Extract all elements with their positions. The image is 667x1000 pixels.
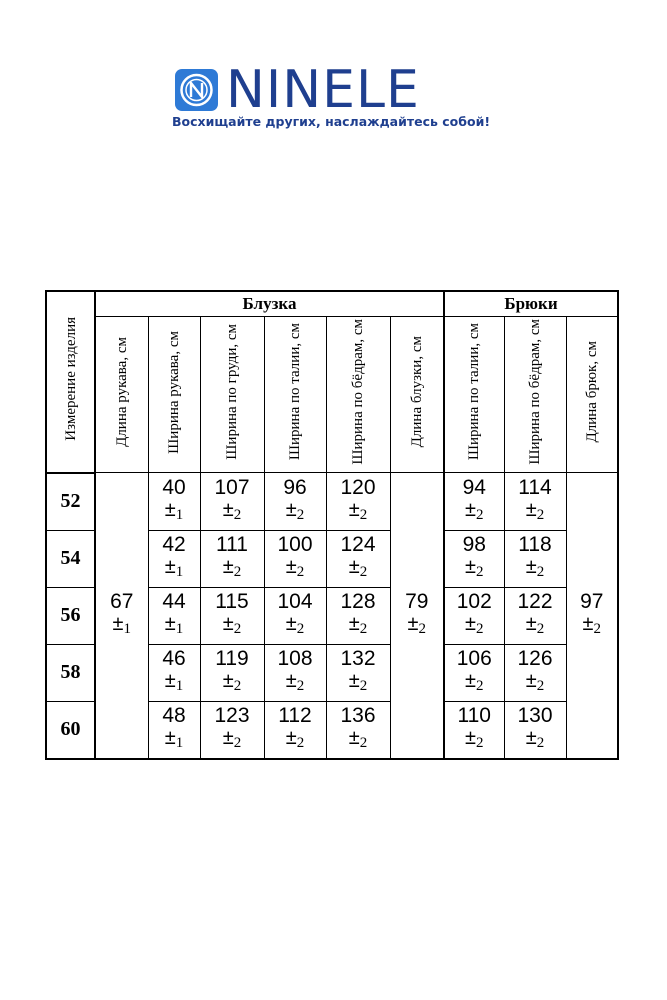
value-cell: 107 $\pm_2$ (200, 473, 264, 531)
value-cell: 104 $\pm_2$ (264, 587, 326, 644)
value-cell: 42 $\pm_1$ (148, 530, 200, 587)
col-hip-width: Ширина по бёдрам, см (326, 317, 390, 473)
shared-sleeve-length: 67 $\pm_1$ (95, 473, 148, 759)
value-cell: 46 $\pm_1$ (148, 644, 200, 701)
value-cell: 102 $\pm_2$ (444, 587, 504, 644)
value-cell: 119 $\pm_2$ (200, 644, 264, 701)
size-cell: 54 (46, 530, 95, 587)
col-trousers-waist-width: Ширина по талии, см (444, 317, 504, 473)
row-header-label: Измерение изделия (62, 317, 79, 442)
size-cell: 56 (46, 587, 95, 644)
col-blouse-length: Длина блузки, см (390, 317, 444, 473)
col-sleeve-length: Длина рукава, см (95, 317, 148, 473)
value-cell: 130 $\pm_2$ (504, 701, 566, 759)
value-cell: 122 $\pm_2$ (504, 587, 566, 644)
row-header-cell (46, 291, 95, 473)
value-cell: 94 $\pm_2$ (444, 473, 504, 531)
value-cell: 44 $\pm_1$ (148, 587, 200, 644)
value-cell: 111 $\pm_2$ (200, 530, 264, 587)
col-trousers-length: Длина брюк, см (566, 317, 618, 473)
value-cell: 124 $\pm_2$ (326, 530, 390, 587)
ninele-logo-icon (174, 68, 219, 112)
value-cell: 120 $\pm_2$ (326, 473, 390, 531)
value-cell: 96 $\pm_2$ (264, 473, 326, 531)
value-cell: 114 $\pm_2$ (504, 473, 566, 531)
table-row (46, 473, 618, 531)
value-cell: 108 $\pm_2$ (264, 644, 326, 701)
value-cell: 115 $\pm_2$ (200, 587, 264, 644)
value-cell: 106 $\pm_2$ (444, 644, 504, 701)
value-cell: 128 $\pm_2$ (326, 587, 390, 644)
shared-trousers-length: 97 $\pm_2$ (566, 473, 618, 759)
value-cell: 110 $\pm_2$ (444, 701, 504, 759)
col-trousers-hip-width: Ширина по бёдрам, см (504, 317, 566, 473)
col-sleeve-width: Ширина рукава, см (148, 317, 200, 473)
col-chest-width: Ширина по груди, см (200, 317, 264, 473)
value-cell: 126 $\pm_2$ (504, 644, 566, 701)
value-cell: 136 $\pm_2$ (326, 701, 390, 759)
value-cell: 118 $\pm_2$ (504, 530, 566, 587)
shared-blouse-length: 79 $\pm_2$ (390, 473, 444, 759)
size-cell: 60 (46, 701, 95, 759)
column-header-row (46, 317, 618, 473)
size-chart-table (45, 290, 619, 760)
brand-tagline: Восхищайте других, наслаждайтесь собой! (172, 114, 491, 129)
value-cell: 98 $\pm_2$ (444, 530, 504, 587)
value-cell: 123 $\pm_2$ (200, 701, 264, 759)
value-cell: 48 $\pm_1$ (148, 701, 200, 759)
col-waist-width: Ширина по талии, см (264, 317, 326, 473)
value-cell: 132 $\pm_2$ (326, 644, 390, 701)
size-cell: 58 (46, 644, 95, 701)
value-cell: 40 $\pm_1$ (148, 473, 200, 531)
group-header-row (46, 291, 618, 317)
value-cell: 112 $\pm_2$ (264, 701, 326, 759)
value-cell: 100 $\pm_2$ (264, 530, 326, 587)
brand-logo (172, 60, 502, 134)
brand-name: NINELE (226, 60, 420, 120)
group-blouse-header: Блузка (95, 291, 444, 317)
group-trousers-header: Брюки (444, 291, 618, 317)
size-cell: 52 (46, 473, 95, 531)
